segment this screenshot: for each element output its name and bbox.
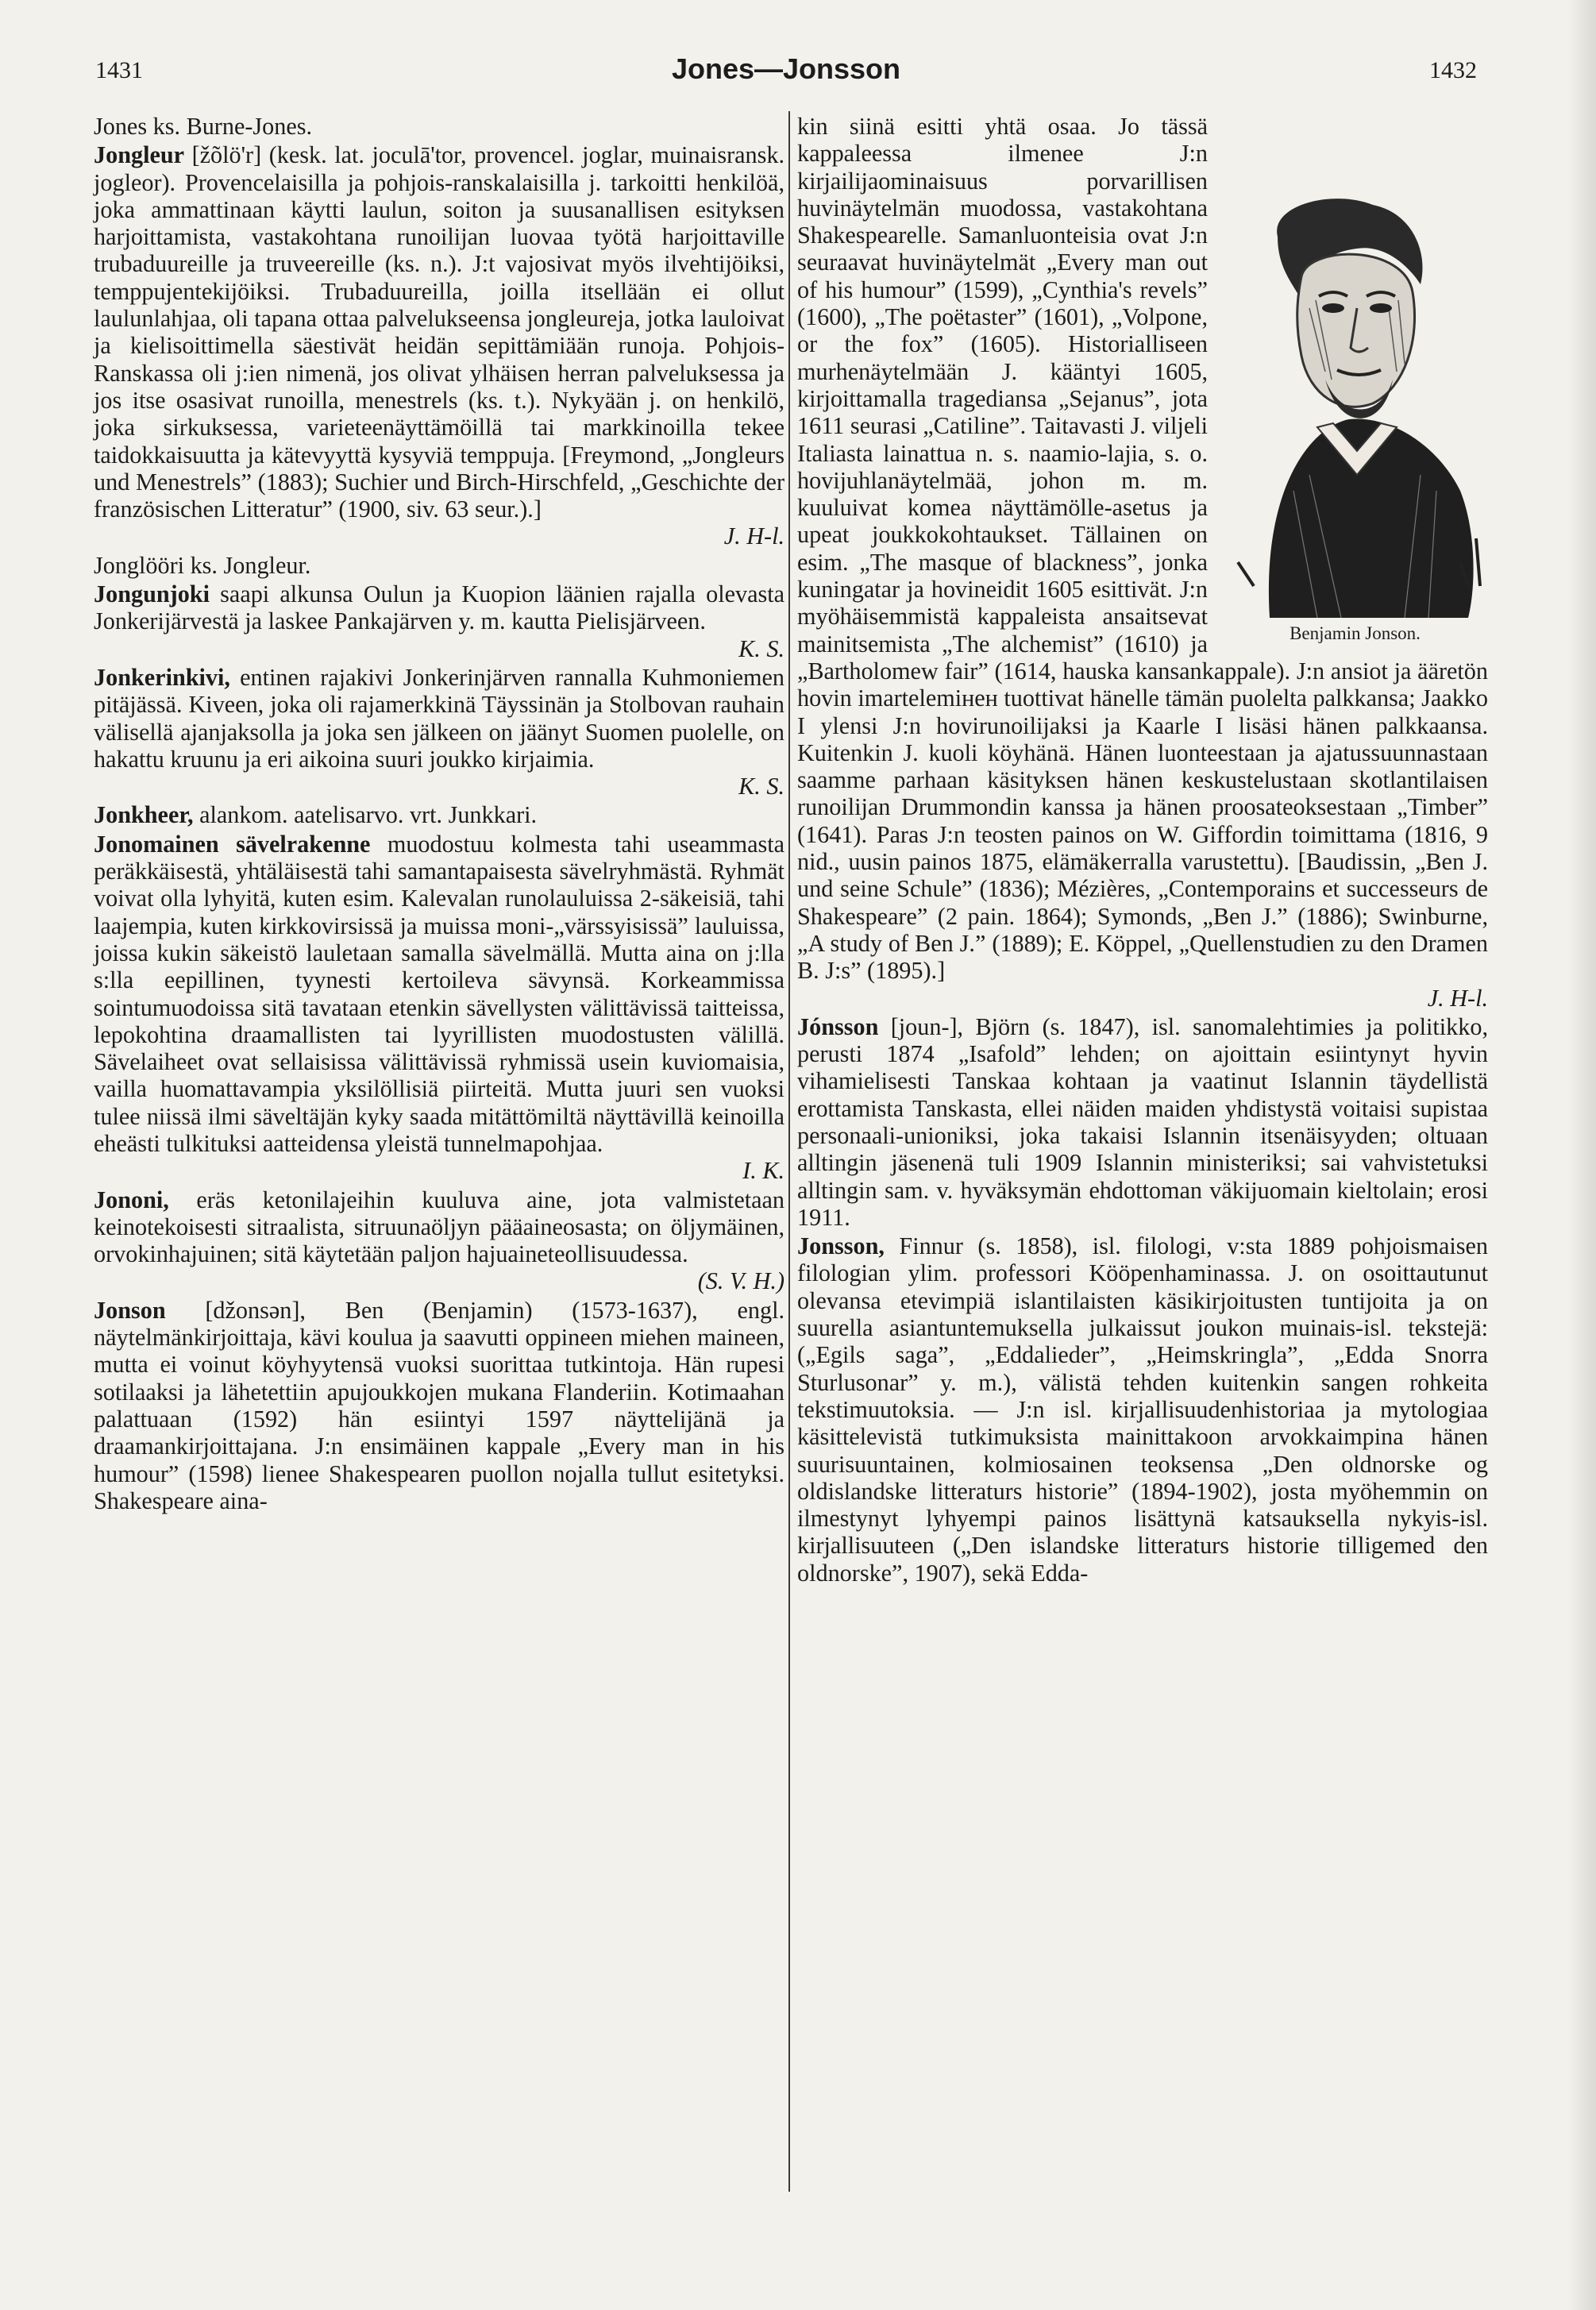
author-signature: I. K. [742,1157,785,1185]
ben-jonson-portrait-image [1222,189,1488,618]
entry-text: [džonsən], Ben (Benjamin) (1573-1637), engl. näytelmänkirjoittaja, kävi koulua ja saavutti oppineen miehen maineen, mutta ei voinut köyhyytensä vuoksi suorittaa tutkintoja. Hän rupesi sotilaaksi ja lähetettiin apujoukkojen mukana Flanderiin. Kotimaahan palattuaan (1592) hän esiintyi 1597 näyttelijänä ja draamankirjoittajana. J:n ensimäinen kappale „Every man in his humour” (1598) lienee Shakespearen puollon nojalla tullut esitetyksi. Shakespeare aina- [94,1296,785,1514]
author-signature: (S. V. H.) [697,1267,785,1295]
entry-jonkerinkivi [94,664,785,800]
left-column [94,113,785,1516]
column-divider [788,111,790,2192]
author-signature: K. S. [738,634,785,662]
headword: Jononi, [94,1186,169,1213]
entry-text: eräs ketonilajeihin kuuluva aine, jota valmistetaan keinotekoisesti sitraalista, sitruunaöljyn pääaineosasta; on öljymäinen, orvokinhajuinen; sitä käytetään paljon hajuaineteollisuudessa. [94,1186,785,1268]
entry-jonsson-finnur [797,1232,1488,1587]
page-edge-shadow [1567,0,1596,2310]
left-page-number: 1431 [95,57,143,83]
entry-jonsson-bjorn [797,1013,1488,1231]
page-header [95,52,1477,97]
portrait-figure [1222,189,1488,650]
headword: Jongleur [94,141,185,169]
entry-jongleur [94,141,785,550]
entry-text: entinen rajakivi Jonkerinjärven rannalla Kuhmoniemen pitäjässä. Kiveen, joka oli rajamerkkinä Täyssinän ja Stolbovan rauhain välisellä ajanjaksolla ja joka sen jälkeen on jäänyt Suomen puolelle, on hakattu kruunu ja eri aikoina suuri joukko kirjaimia. [94,663,785,773]
entry-text: [žõlö'r] (kesk. lat. joculā'tor, provencel. joglar, muinaisransk. jogleor). Provencelaisilla ja pohjois-ranskalaisilla j. tarkoitti henkilöä, joka ammattinaan käytti laulun, soiton ja suusanallisen esityksen harjoittamista, vastakohtana runoilijan luovaa työtä harjoittaville trubaduureille ja truveereille (ks. n.). J:t vajosivat myös ilvehtijöiksi, temppujentekijöiksi. Trubaduureilla, joilla itsellään ei ollut laulunlahjaa, oli tapana ottaa palvelukseensa jongleureja, jotka lauloivat ja kielisoittimella säestivät heidän sepittämiään runoja. Pohjois-Ranskassa oli j:ien nimenä, jos olivat ylhäisen herran palveluksessa ja jos itse osasivat runoilla, menestrels (ks. t.). Nykyään j. on henkilö, joka sirkuksessa, varieteenäyttämöillä tai markkinoilla tekee taidokkaisuutta ja kätevyyttä kysyviä temppuja. [Freymond, „Jongleurs und Menestrels” (1883); Suchier und Birch-Hirschfeld, „Geschichte der französischen Litteratur” (1900, siv. 63 seur.).] [94,141,785,523]
entry-text: alankom. aatelisarvo. vrt. Junkkari. [199,801,538,829]
entry-text: Finnur (s. 1858), isl. filologi, v:sta 1889 pohjoismaisen filologian ylim. professori Kööpenhaminassa. J. on osoittautunut olevansa etevimpiä islantilaisten käsikirjoitusten tuntijoita ja on suurella asiantuntemuksella julkaissut joukon muinais-isl. tekstejä: („Egils saga”, „Eddalieder”, „Heimskringla”, „Edda Snorra Sturlusonar” y. m.), välistä tehden kuitenkin sangen rohkeita tekstimuutoksia. — J:n isl. kirjallisuudenhistoriaa ja mytologiaa käsittelevistä tutkimuksista mainittakoon arvokkaimpina hänen suurisuuntainen, kolmiosainen teoksensa „Den oldnorske og oldislandske litteraturs historie” (1894-1902), josta myöhemmin on ilmestynyt lyhyempi painos lisättynä katsauksella nykyis-isl. kirjallisuuteen („Den islandske litteraturs historie tilligemed den oldnorske”, 1907), sekä Edda- [797,1232,1489,1587]
entry-text: muodostuu kolmesta tahi useammasta peräkkäisestä, yhtäläisestä tahi samantapaisesta sävelryhmästä. Ryhmät voivat olla lyhyitä, kuten esim. Kalevalan runolauluissa 2-säkeisiä, tahi laajempia, kuten kirkkovirsissä ja muissa moni-„värssyisissä” lauluissa, joissa kukin säkeistö lauletaan samalla sävelmällä. Mutta aina on j:lla s:lla eepillinen, tyynesti kertoileva sävynsä. Korkeammissa sointumuodoissa sitä tavataan etenkin sävellysten välittävissä taitteissa, lepokohtina draamallisten tai lyyrillisten muodostusten välillä. Sävelaiheet ovat sellaisissa välittävissä ryhmissä usein kuviomaisia, vailla huomattavampia yksilöllisiä piirteitä. Mutta juuri sen vuoksi tulee niissä ilmi säveltäjän kyky saada mitättömiltä näyttävillä keinoilla eheästi tulkituksi aatteidensa yleistä tunnelmapohjaa. [94,830,785,1157]
entry-text: Jonglööri ks. Jongleur. [94,551,311,579]
headword: Jonsson, [797,1232,885,1260]
entry-text: saapi alkunsa Oulun ja Kuopion läänien rajalla olevasta Jonkerijärvestä ja laskee Pankajärven y. m. kautta Pielisjärveen. [94,580,785,635]
headword: Jónsson [797,1012,879,1040]
headword: Jonkerinkivi, [94,663,230,691]
headword: Jonkheer, [94,801,194,829]
headword: Jongunjoki [94,580,210,608]
entry-jonglori [94,552,785,579]
entry-jononi [94,1186,785,1295]
right-column [797,113,1488,1588]
entry-text: kin siinä esitti yhtä osaa. Jo tässä kappaleessa ilmenee J:n kirjailijaominaisuus porvarillisen huvinäytelmän muodossa, vastakohtana Shakespearelle. Samanluonteisia ovat J:n seuraavat huvinäytelmät „Every man out of his humour” (1599), „Cynthia's revels” (1600), „The poëtaster” (1601), „Volpone, or the fox” (1605). Historialliseen murhenäytelmään J. kääntyi 1605, kirjoittamalla tragediansa „Sejanus”, jota 1611 seurasi „Catiline”. Taitavasti J. viljeli Italiasta lainattua n. s. naamio-lajia, s. o. hovijuhlanäytelmää, johon m. m. kuuluivat komea näyttämölle-asetus ja upeat joukkokohtaukset. Tällainen on esim. „The masque of blackness”, jonka kuningatar ja hovineidit 1605 esittivät. J:n myöhäisemmistä kappaleista ansaitsevat mainitsemista „The alchemist” (1610) ja „Bartholomew fair” (1614, hauska kansankappale). J:n ansiot ja ääretön hovin imartelemінен tuottivat hänelle tämän puolelta palkkansa; Jaakko I ylensi J:n hovirunoilijaksi ja Kaarle I lisäsi hänen palkkaansa. Kuitenkin J. kuoli köyhänä. Hänen luonteestaan ja ajatussuunnastaan saamme parhaan käsityksen hänen keskustelustaan skotlantilaisen runoilijan Drummondin kanssa ja hänen proosateoksestaan „Timber” (1641). Paras J:n teosten painos on W. Giffordin toimittama (1816, 9 nid., uusin painos 1875, elämäkerralla varustettu). [Baudissin, „Ben J. und seine Schule” (1836); Mézières, „Contemporains et successeurs de Shakespeare” (2 pain. 1864); Symonds, „Ben J.” (1886); Swinburne, „A study of Ben J.” (1889); E. Köppel, „Quellenstudien zu den Dramen B. J:s” (1895).] [797,113,1488,985]
author-signature: J. H-l. [723,523,785,550]
author-signature: K. S. [738,773,785,800]
running-head: Jones—Jonsson [671,52,901,85]
entry-jonomainen [94,831,785,1185]
entry-text: Jones ks. Burne-Jones. [94,113,313,140]
entry-text: [joun-], Björn (s. 1847), isl. sanomalehtimies ja politikko, perusti 1874 „Isafold” lehden; on ajoittain esiintynyt hyvin vihamielisesti Tanskaa kohtaan ja vaatinut Islannin täydellistä erottamista Tanskasta, ellei näiden maiden yhdistystä voitaisi supistaa personaali-unioniksi, joka takaisi Islannin itsenäisyyden; oltuaan alltingin jäsenenä tuli 1909 Islannin ministeriksi; sai vahvistetuksi alltingin sam. v. hyväksymän ehdottoman väkijuomain kieltolain; erosi 1911. [797,1012,1488,1231]
entry-jonkheer [94,801,785,828]
portrait-caption: Benjamin Jonson. [1290,623,1421,643]
entry-jones [94,113,785,140]
headword: Jonomainen sävelrakenne [94,830,371,858]
entry-jongunjoki [94,580,785,662]
headword: Jonson [94,1296,166,1324]
right-page-number: 1432 [1429,57,1477,83]
author-signature: J. H-l. [1427,984,1488,1012]
entry-jonson [94,1297,785,1514]
